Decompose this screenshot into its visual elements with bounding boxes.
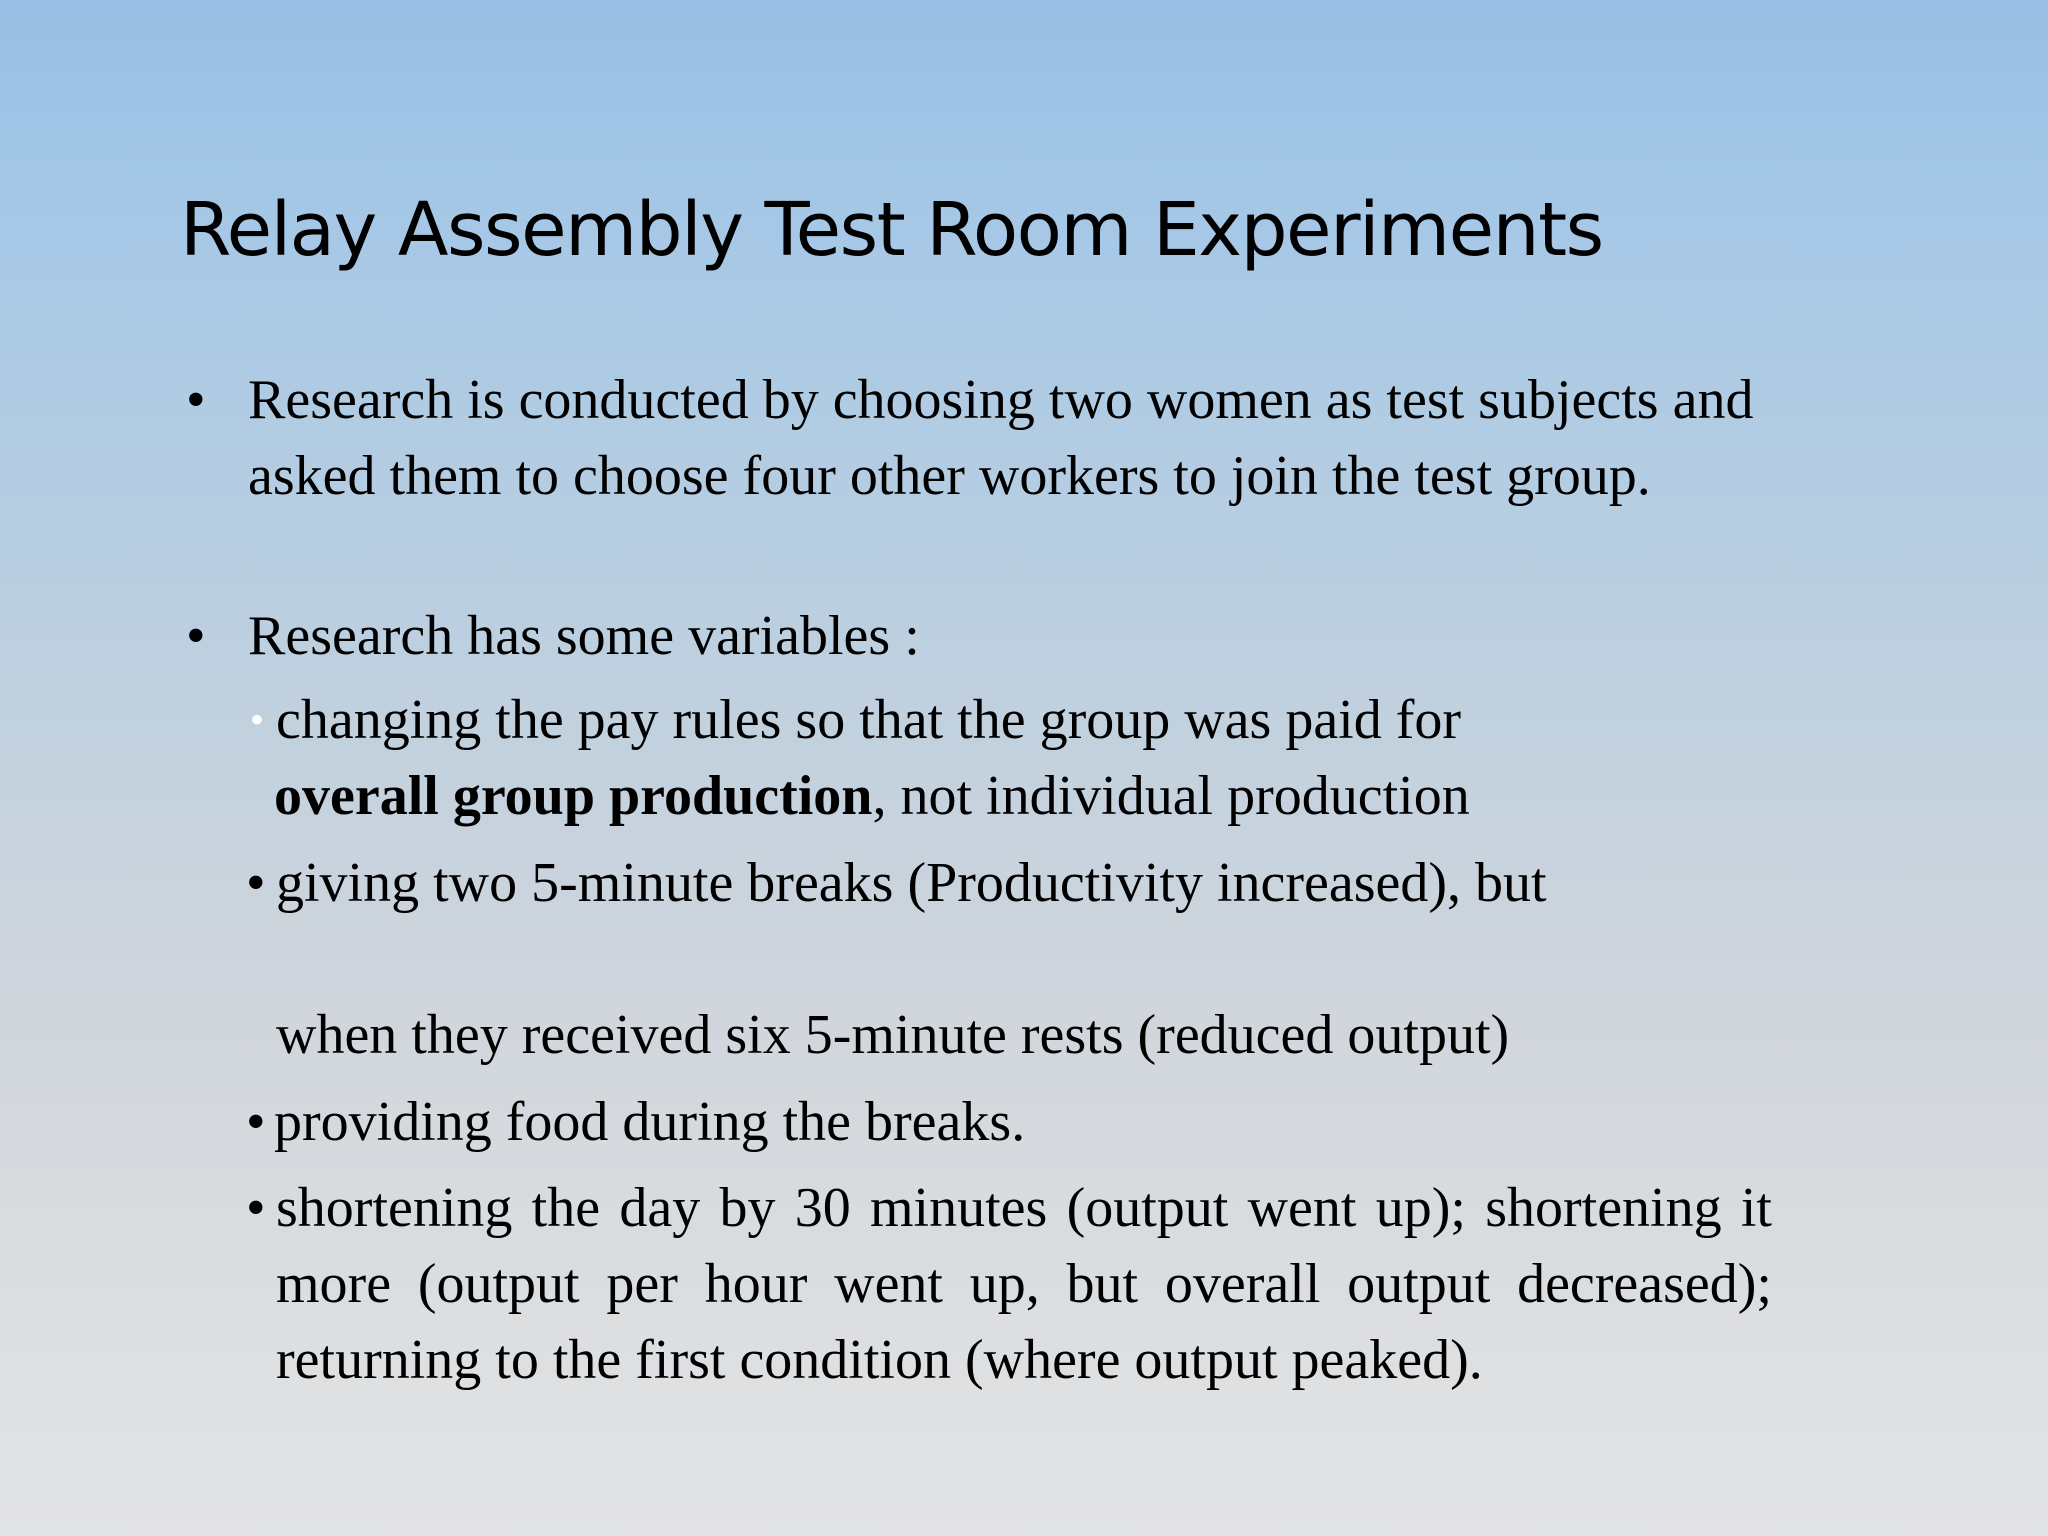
sub-bullet-text-shortening-day: shortening the day by 30 minutes (output went up); shortening it more (output per hour went up, but overall output decreased); returning to the first condition (where output peaked). xyxy=(276,1177,1772,1391)
sub-bullet-marker: • xyxy=(246,852,266,914)
slide-title: Relay Assembly Test Room Experiments xyxy=(180,187,1603,273)
bold-phrase-overall-group-production: overall group production xyxy=(274,765,873,827)
sub-bullet-marker: • xyxy=(246,1091,266,1153)
bullet-marker: • xyxy=(186,369,206,431)
sub-bullet-text-part: , not individual production xyxy=(872,765,1470,827)
bullet-text-research-conducted: Research is conducted by choosing two women as test subjects and asked them to choose four other workers to join the test group. xyxy=(248,369,1754,507)
sub-bullet-marker: • xyxy=(250,697,265,742)
sub-bullet-text-part: changing the pay rules so that the group was paid for xyxy=(276,689,1462,751)
sub-bullet-text-pay-rules xyxy=(276,682,1772,834)
sub-bullet-text-rests: when they received six 5-minute rests (reduced output) xyxy=(276,1004,1510,1066)
bullet-marker: • xyxy=(186,605,206,667)
sub-bullet-text-breaks: giving two 5-minute breaks (Productivity increased), but xyxy=(276,852,1547,914)
bullet-text-research-variables: Research has some variables : xyxy=(248,605,920,667)
sub-bullet-text-food: providing food during the breaks. xyxy=(274,1091,1026,1153)
sub-bullet-marker: • xyxy=(246,1177,266,1239)
